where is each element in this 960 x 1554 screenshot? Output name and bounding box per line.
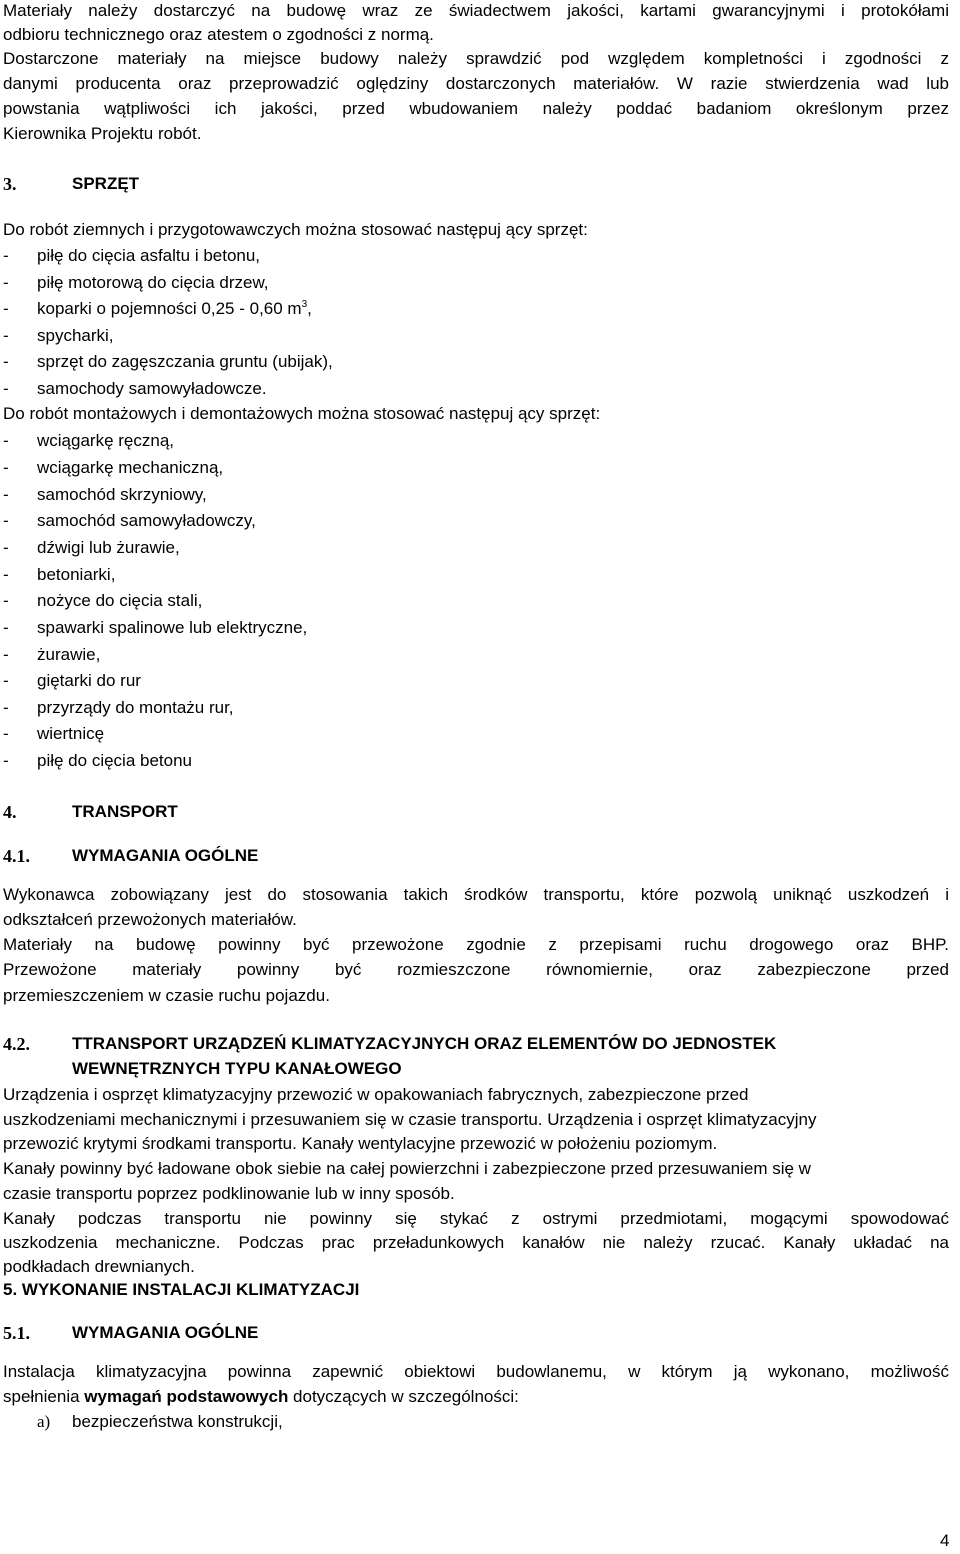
intro-line: Dostarczone materiały na miejsce budowy należy sprawdzić pod względem kompletności i zgodności z [3, 49, 949, 68]
list-item-text: samochód skrzyniowy, [37, 485, 207, 504]
list-item [3, 430, 9, 452]
paragraph-line: odkształceń przewożonych materiałów. [3, 910, 297, 929]
list-item [3, 644, 9, 666]
section-4-1-title: WYMAGANIA OGÓLNE [72, 846, 259, 865]
section-number: 4.2. [3, 1034, 30, 1054]
section-3-heading [3, 173, 17, 195]
mount-equipment-intro: Do robót montażowych i demontażowych można stosować następuj ący sprzęt: [3, 404, 601, 423]
list-item-text: piłę do cięcia asfaltu i betonu, [37, 246, 261, 265]
list-dash: - [3, 698, 9, 717]
list-item-text: betoniarki, [37, 565, 116, 584]
list-dash: - [3, 618, 9, 637]
list-item-text: nożyce do cięcia stali, [37, 591, 203, 610]
section-5-1-title: WYMAGANIA OGÓLNE [72, 1323, 259, 1342]
list-dash: - [3, 379, 9, 398]
paragraph-line: uszkodzeniami mechanicznymi i przesuwaniem się w czasie transportu. Urządzenia i osprzęt klimatyzacyjny [3, 1110, 817, 1129]
list-item [3, 457, 9, 479]
list-item [3, 325, 9, 347]
intro-line: Materiały należy dostarczyć na budowę wraz ze świadectwem jakości, kartami gwarancyjnymi i protokółami [3, 1, 949, 20]
paragraph-line: czasie transportu poprzez podklinowanie lub w inny sposób. [3, 1184, 455, 1203]
paragraph-line: Wykonawca zobowiązany jest do stosowania takich środków transportu, które pozwolą uniknąć uszkodzeń i [3, 885, 949, 904]
section-5-title: 5. WYKONANIE INSTALACJI KLIMATYZACJI [3, 1280, 360, 1299]
list-dash: - [3, 645, 9, 664]
list-item-text: piłę motorową do cięcia drzew, [37, 273, 269, 292]
list-dash: - [3, 671, 9, 690]
list-dash: - [3, 431, 9, 450]
list-item-text: dźwigi lub żurawie, [37, 538, 180, 557]
list-item [3, 750, 9, 772]
bold-text: wymagań podstawowych [84, 1387, 289, 1406]
list-dash: - [3, 273, 9, 292]
list-item [3, 723, 9, 745]
list-dash: - [3, 538, 9, 557]
section-number: 5.1. [3, 1323, 30, 1343]
paragraph-line: Materiały na budowę powinny być przewożone zgodnie z przepisami ruchu drogowego oraz BHP. [3, 935, 949, 954]
text-run: dotyczących w szczególności: [288, 1387, 519, 1406]
list-dash: - [3, 458, 9, 477]
section-number: 4. [3, 802, 17, 822]
list-dash: - [3, 724, 9, 743]
list-item-text: samochody samowyładowcze. [37, 379, 267, 398]
list-dash: - [3, 299, 9, 318]
paragraph-line: Kanały podczas transportu nie powinny się stykać z ostrymi przedmiotami, mogącymi spowodować [3, 1209, 949, 1228]
intro-line: Kierownika Projektu robót. [3, 124, 202, 143]
list-item-text [37, 298, 312, 320]
superscript: 3 [301, 299, 308, 310]
paragraph-line: Urządzenia i osprzęt klimatyzacyjny przewozić w opakowaniach fabrycznych, zabezpieczone przed [3, 1085, 749, 1104]
intro-line: powstania wątpliwości ich jakości, przed wbudowaniem należy poddać badaniom określonym przez [3, 99, 949, 118]
list-item [3, 670, 9, 692]
section-4-title: TRANSPORT [72, 802, 178, 821]
intro-line: odbioru technicznego oraz atestem o zgodności z normą. [3, 25, 434, 44]
list-dash: - [3, 246, 9, 265]
paragraph-line: Kanały powinny być ładowane obok siebie na całej powierzchni i zabezpieczone przed przesuwaniem się w [3, 1159, 811, 1178]
koparki-text: koparki o pojemności 0,25 - 0,60 m [37, 299, 302, 318]
section-number: 3. [3, 174, 17, 194]
section-4-1-heading [3, 845, 30, 867]
section-number: 4.1. [3, 846, 30, 866]
page-number: 4 [940, 1531, 950, 1550]
list-item-text: wciągarkę ręczną, [37, 431, 175, 450]
section-4-2-title: TTRANSPORT URZĄDZEŃ KLIMATYZACYJNYCH ORAZ ELEMENTÓW DO JEDNOSTEK [72, 1034, 777, 1053]
list-dash: - [3, 751, 9, 770]
list-item-text: sprzęt do zagęszczania gruntu (ubijak), [37, 352, 333, 371]
paragraph-line: przewozić krytymi środkami transportu. Kanały wentylacyjne przewozić w położeniu poziomym. [3, 1134, 718, 1153]
list-dash: - [3, 352, 9, 371]
section-3-title: SPRZĘT [72, 174, 140, 193]
section-4-2-heading [3, 1033, 30, 1055]
list-item [3, 590, 9, 612]
paragraph-line: podkładach drewnianych. [3, 1257, 195, 1276]
paragraph-line: uszkodzenia mechaniczne. Podczas prac przeładunkowych kanałów nie należy rzucać. Kanały układać na [3, 1233, 949, 1252]
list-item-text: giętarki do rur [37, 671, 141, 690]
list-dash: - [3, 565, 9, 584]
paragraph-line: Instalacja klimatyzacyjna powinna zapewnić obiektowi budowlanemu, w którym ją wykonano, możliwość [3, 1362, 949, 1381]
section-5-1-heading [3, 1322, 30, 1344]
list-dash: - [3, 591, 9, 610]
list-item [3, 298, 9, 320]
paragraph-line: przemieszczeniem w czasie ruchu pojazdu. [3, 986, 330, 1005]
list-item [3, 697, 9, 719]
list-item-text: spawarki spalinowe lub elektryczne, [37, 618, 308, 637]
list-item [3, 351, 9, 373]
list-dash: - [3, 511, 9, 530]
list-item-text: samochód samowyładowczy, [37, 511, 256, 530]
list-item-text: bezpieczeństwa konstrukcji, [72, 1412, 283, 1431]
earth-equipment-intro: Do robót ziemnych i przygotowawczych można stosować następuj ący sprzęt: [3, 220, 588, 239]
list-item-text: wiertnicę [37, 724, 105, 743]
list-item [3, 617, 9, 639]
list-item-text: spycharki, [37, 326, 114, 345]
section-4-heading [3, 801, 17, 823]
list-label: a) [37, 1412, 51, 1431]
list-dash: - [3, 485, 9, 504]
list-item [3, 378, 9, 400]
list-dash: - [3, 326, 9, 345]
list-item [3, 245, 9, 267]
section-4-2-title-cont: WEWNĘTRZNYCH TYPU KANAŁOWEGO [72, 1059, 402, 1078]
paragraph-line [3, 1386, 519, 1408]
list-item [3, 272, 9, 294]
intro-line: danymi producenta oraz przeprowadzić oględziny dostarczonych materiałów. W razie stwierdzenia wad lub [3, 74, 949, 93]
list-item-text: wciągarkę mechaniczną, [37, 458, 224, 477]
koparki-tail: , [307, 299, 312, 318]
list-item [3, 484, 9, 506]
list-item-text: piłę do cięcia betonu [37, 751, 193, 770]
list-item-text: żurawie, [37, 645, 101, 664]
list-item [3, 564, 9, 586]
list-item [3, 510, 9, 532]
list-item-text: przyrządy do montażu rur, [37, 698, 234, 717]
list-item [3, 537, 9, 559]
text-run: spełnienia [3, 1387, 85, 1406]
paragraph-line: Przewożone materiały powinny być rozmieszczone równomiernie, oraz zabezpieczone przed [3, 960, 949, 979]
